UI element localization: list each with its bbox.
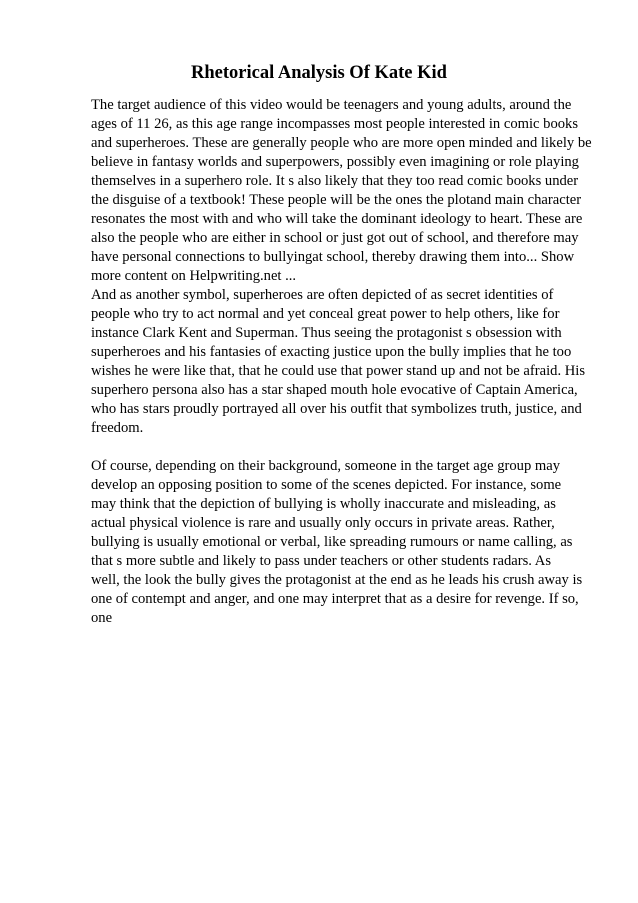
text-line: And as another symbol, superheroes are often depicted of as secret identities of xyxy=(91,287,554,303)
text-line: superheroes and his fantasies of exacting justice upon the bully implies that he too xyxy=(91,344,572,360)
text-line: actual physical violence is rare and usually only occurs in private areas. Rather, xyxy=(91,515,555,531)
text-line: also the people who are either in school or just got out of school, and therefore may xyxy=(91,230,579,246)
text-line: more content on Helpwriting.net ... xyxy=(91,268,297,284)
text-line: well, the look the bully gives the protagonist at the end as he leads his crush away is xyxy=(91,572,583,588)
text-line: The target audience of this video would be teenagers and young adults, around the xyxy=(91,97,572,113)
text-line: wishes he were like that, that he could use that power stand up and not be afraid. His xyxy=(91,363,586,379)
text-line: Of course, depending on their background, someone in the target age group may xyxy=(91,458,561,474)
text-line: themselves in a superhero role. It s also likely that they too read comic books under xyxy=(91,173,579,189)
text-line: who has stars proudly portrayed all over his outfit that symbolizes truth, justice, and xyxy=(91,401,582,417)
text-line: have personal connections to bullyingat school, thereby drawing them into... Show xyxy=(91,249,575,265)
text-line: one of contempt and anger, and one may interpret that as a desire for revenge. If so, xyxy=(91,591,579,607)
text-line: one xyxy=(91,610,113,626)
text-line: and superheroes. These are generally people who are more open minded and likely be xyxy=(91,135,592,151)
text-line: resonates the most with and who will take the dominant ideology to heart. These are xyxy=(91,211,583,227)
text-line: may think that the depiction of bullying is wholly inaccurate and misleading, as xyxy=(91,496,556,512)
text-line: develop an opposing position to some of the scenes depicted. For instance, some xyxy=(91,477,562,493)
text-line: superhero persona also has a star shaped mouth hole evocative of Captain America, xyxy=(91,382,578,398)
text-line: instance Clark Kent and Superman. Thus seeing the protagonist s obsession with xyxy=(91,325,562,341)
text-line: people who try to act normal and yet conceal great power to help others, like for xyxy=(91,306,560,322)
text-line: ages of 11 26, as this age range incompasses most people interested in comic books xyxy=(91,116,579,132)
text-line: freedom. xyxy=(91,420,144,436)
text-line: the disguise of a textbook! These people will be the ones the plotand main character xyxy=(91,192,582,208)
text-line: that s more subtle and likely to pass under teachers or other students radars. As xyxy=(91,553,551,569)
text-line: believe in fantasy worlds and superpowers, possibly even imagining or role playing xyxy=(91,154,579,170)
text-line: bullying is usually emotional or verbal, like spreading rumours or name calling, as xyxy=(91,534,573,550)
document-title: Rhetorical Analysis Of Kate Kid xyxy=(191,63,447,83)
